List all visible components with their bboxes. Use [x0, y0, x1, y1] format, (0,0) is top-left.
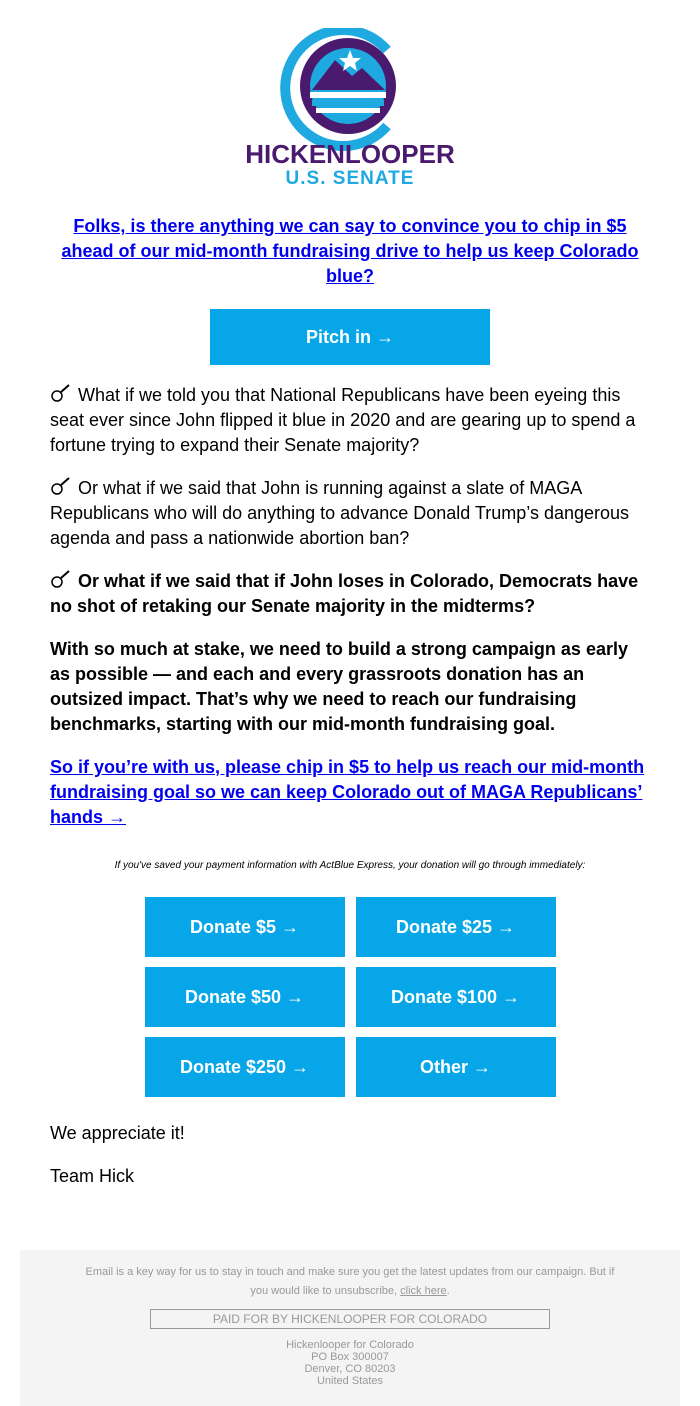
- paragraph: What if we told you that National Republicans have been eyeing this seat ever since John flipped it blue in 2020 and are gearing up to spend a fortune trying to expand their Senate majority?: [50, 385, 636, 455]
- footer: Email is a key way for us to stay in touch and make sure you get the latest updates from our campaign. But if you would like to unsubscribe, click here. PAID FOR BY HICKENLOOPER FOR COLORADO Hickenlooper for Colorado PO Box 300007 Denver, CO 80203 United States: [20, 1250, 680, 1406]
- unsubscribe-link[interactable]: click here: [400, 1285, 447, 1297]
- donate-other-button[interactable]: Other →: [356, 1037, 556, 1097]
- paragraph: Or what if we said that if John loses in Colorado, Democrats have no shot of retaking our Senate majority in the midterms?: [50, 571, 639, 616]
- donate-250-button[interactable]: Donate $250 →: [145, 1037, 345, 1097]
- frying-pan-icon: [50, 476, 72, 496]
- signature: Team Hick: [50, 1166, 135, 1186]
- frying-pan-icon: [50, 569, 72, 589]
- paragraph: Or what if we said that John is running against a slate of MAGA Republicans who will do anything to advance Donald Trump’s dangerous agenda and pass a nationwide abortion ban?: [50, 478, 630, 548]
- donate-50-button[interactable]: Donate $50 →: [145, 967, 345, 1027]
- hickenlooper-logo: [230, 28, 470, 188]
- donate-25-button[interactable]: Donate $25 →: [356, 897, 556, 957]
- mailing-address: Hickenlooper for Colorado PO Box 300007 Denver, CO 80203 United States: [286, 1339, 414, 1387]
- donate-5-button[interactable]: Donate $5 →: [145, 897, 345, 957]
- closing: We appreciate it!: [50, 1123, 185, 1143]
- svg-text:HICKENLOOPER: HICKENLOOPER: [245, 139, 455, 169]
- donate-cta-link[interactable]: So if you’re with us, please chip in $5 to help us reach our mid-month fundraising goal so we can keep Colorado out of MAGA Republicans’ hands →: [50, 757, 645, 827]
- headline-link[interactable]: Folks, is there anything we can say to convince you to chip in $5 ahead of our mid-month fundraising drive to help us keep Colorado blue?: [61, 216, 639, 286]
- svg-text:U.S. SENATE: U.S. SENATE: [285, 168, 415, 188]
- paragraph: With so much at stake, we need to build a strong campaign as early as possible — and each and every grassroots donation has an outsized impact. That’s why we need to reach our fundraising benchmarks, starting with our mid-month fundraising goal.: [50, 639, 628, 734]
- pitch-in-button[interactable]: Pitch in →: [210, 309, 490, 365]
- actblue-note: If you've saved your payment information with ActBlue Express, your donation will go through immediately:: [114, 860, 586, 871]
- footer-message: Email is a key way for us to stay in touch and make sure you get the latest updates from our campaign. But if you would like to unsubscribe,: [85, 1266, 615, 1297]
- frying-pan-icon: [50, 383, 72, 403]
- donate-buttons: [0, 897, 700, 1097]
- paid-for-disclaimer: PAID FOR BY HICKENLOOPER FOR COLORADO: [150, 1309, 550, 1329]
- email-body: [0, 28, 700, 1406]
- donate-100-button[interactable]: Donate $100 →: [356, 967, 556, 1027]
